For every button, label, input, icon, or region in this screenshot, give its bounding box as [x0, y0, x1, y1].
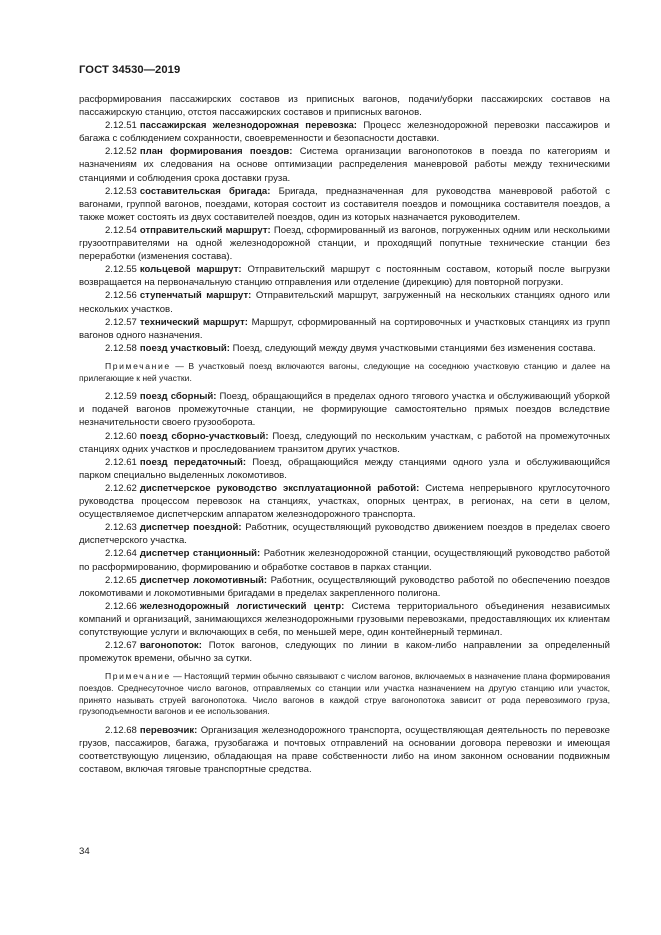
entry-definition: Организация железнодорожного транспорта, осуществляющая деятельность по перевозке грузов, пассажиров, багажа, грузобагажа и почтовых отправлений на основании договора перевозки и имеющая соответствующую лицензию, обладающая на праве собственности либо на ином законном основании подвижным составом, включая тяговые транспортные средства. — [79, 725, 610, 776]
page-number: 34 — [79, 846, 90, 857]
entry-term: диспетчер станционный: — [139, 548, 261, 560]
document-body — [79, 93, 610, 776]
entry-term: пассажирская железнодорожная перевозка: — [139, 120, 357, 132]
entry-number: 2.12.61 — [105, 456, 137, 468]
entry-definition: Поезд, обращающийся в пределах одного тягового участка и обслуживающий уборкой и подачей вагонов промежуточные станции, не формирующие самостоятельно прямых поездов вследствие незначительности своего грузооборота. — [79, 391, 610, 429]
intro-paragraph: расформирования пассажирских составов из приписных вагонов, подачи/уборки пассажирских составов на пассажирскую станцию, отстоя пассажирских составов и приписных вагонов. — [79, 94, 610, 119]
entry-number: 2.12.57 — [105, 316, 137, 328]
entry-term: план формирования поездов: — [139, 146, 293, 158]
entry-number: 2.12.65 — [105, 574, 137, 586]
entries-block-2 — [79, 390, 610, 665]
note-1 — [79, 361, 610, 384]
entry-term: ступенчатый маршрут: — [139, 290, 252, 302]
entry-number: 2.12.68 — [105, 725, 137, 737]
term-entry-2-12-63 — [79, 521, 610, 547]
entry-term: технический маршрут: — [139, 316, 248, 328]
term-entry-2-12-51 — [79, 119, 610, 145]
entry-definition: Отправительский маршрут, загруженный на нескольких станциях одного или нескольких участков. — [79, 290, 610, 315]
entry-definition: Поезд, обращающийся между станциями одного узла и обслуживающийся парком специально выделенных локомотивов. — [79, 456, 610, 481]
note-label: Примечание — [105, 360, 171, 371]
entry-number: 2.12.54 — [105, 224, 137, 236]
term-entry-2-12-64 — [79, 547, 610, 573]
entry-term: диспетчерское руководство эксплуатационной работой: — [139, 482, 420, 494]
entry-number: 2.12.56 — [105, 290, 137, 302]
entry-number: 2.12.67 — [105, 640, 137, 652]
entry-term: вагонопоток: — [139, 640, 202, 652]
entry-number: 2.12.64 — [105, 548, 137, 560]
entry-term: кольцевой маршрут: — [139, 264, 242, 276]
entry-definition: Поток вагонов, следующих по линии в каком-либо направлении за определенный промежуток времени, обычно за сутки. — [79, 640, 610, 665]
entry-definition: Поезд, следующий по нескольким участкам, с работой на промежуточных станциях одних участков и проследованием транзитом других участков. — [79, 430, 610, 455]
entry-number: 2.12.60 — [105, 430, 137, 442]
term-entry-2-12-59 — [79, 390, 610, 429]
entry-definition: Маршрут, сформированный на сортировочных и участковых станциях из групп вагонов одного назначения. — [79, 316, 610, 341]
entry-number: 2.12.55 — [105, 264, 137, 276]
entry-definition: Поезд, сформированный из вагонов, погруженных одним или несколькими грузоотправителями на одной железнодорожной станции, и проходящий попутные технические станции без переработки (изменения состава). — [79, 224, 610, 263]
entry-number: 2.12.53 — [105, 185, 137, 197]
term-entry-2-12-52 — [79, 145, 610, 184]
note-text: — В участковый поезд включаются вагоны, следующие на соседнюю участковую станцию и далее на прилегающие к ней участки. — [79, 360, 610, 383]
entry-number: 2.12.59 — [105, 391, 137, 403]
entry-term: отправительский маршрут: — [139, 224, 271, 236]
term-entry-2-12-62 — [79, 482, 610, 521]
entry-definition: Поезд, следующий между двумя участковыми станциями без изменения состава. — [229, 342, 596, 354]
entries-block-1 — [79, 119, 610, 355]
entry-term: поезд сборно-участковый: — [139, 430, 269, 442]
entry-term: железнодорожный логистический центр: — [139, 600, 345, 612]
term-entry-2-12-66 — [79, 600, 610, 639]
entry-term: поезд участковый: — [139, 342, 230, 354]
document-header: ГОСТ 34530—2019 — [79, 64, 181, 76]
entry-number: 2.12.66 — [105, 600, 137, 612]
note-label: Примечание — [105, 671, 171, 682]
entry-term: поезд передаточный: — [139, 456, 247, 468]
term-entry-2-12-61 — [79, 456, 610, 482]
entry-term: перевозчик: — [139, 725, 198, 737]
entry-term: диспетчер поездной: — [139, 522, 242, 534]
entry-definition: Процесс железнодорожной перевозки пассажиров и багажа с соблюдением сохранности, своевременности и безопасности доставки. — [79, 120, 610, 145]
entry-definition: Бригада, предназначенная для руководства маневровой работой с вагонами, группой вагонов, поездами, которая состоит из составителя поездов и помощника составителя поездов, а также может состоять из двух составителей поездов, один из которых назначается руководителем. — [79, 185, 610, 223]
term-entry-2-12-68 — [79, 724, 610, 776]
term-entry-2-12-60 — [79, 430, 610, 456]
term-entry-2-12-57 — [79, 316, 610, 342]
entry-definition: Система территориального объединения независимых компаний и организаций, занимающихся железнодорожными грузовыми перевозками, предоставляющих их клиентам сопутствующие услуги и включающих в себя, по меньшей мере, один контейнерный терминал. — [79, 600, 610, 638]
term-entry-2-12-67 — [79, 639, 610, 665]
entry-number: 2.12.62 — [105, 482, 137, 494]
entry-definition: Система организации вагонопотоков в поезда по категориям и назначениям их следования на основе оптимизации распределения маневровой работы между техническими станциями и соблюдения срока доставки груза. — [79, 146, 610, 184]
entries-block-3 — [79, 724, 610, 776]
note-2 — [79, 671, 610, 718]
entry-definition: Работник, осуществляющий руководство движением поездов в пределах своего диспетчерского участка. — [79, 522, 610, 547]
term-entry-2-12-58 — [79, 342, 610, 355]
entry-definition: Работник железнодорожной станции, осуществляющий руководство работой по расформированию, формированию и обработке составов в парках станции. — [79, 548, 610, 573]
entry-definition: Работник, осуществляющий руководство работой по обеспечению поездов локомотивами и локомотивными бригадами в пределах закрепленного полигона. — [79, 574, 610, 599]
entry-definition: Отправительский маршрут с постоянным составом, который после выгрузки возвращается на первоначальную станцию отправления или отделение (дирекцию) для повторной погрузки. — [79, 264, 610, 289]
entry-number: 2.12.52 — [105, 146, 137, 158]
term-entry-2-12-54 — [79, 224, 610, 263]
term-entry-2-12-65 — [79, 574, 610, 600]
entry-term: диспетчер локомотивный: — [139, 574, 268, 586]
term-entry-2-12-53 — [79, 185, 610, 224]
entry-number: 2.12.51 — [105, 120, 137, 132]
entry-definition: Система непрерывного круглосуточного руководства процессом перевозок на станциях, участках, опорных центрах, в регионах, на сети в целом, осуществляемое диспетчерским аппаратом железнодорожного транспорта. — [79, 482, 610, 521]
term-entry-2-12-55 — [79, 263, 610, 289]
entry-term: составительская бригада: — [139, 185, 271, 197]
note-text: — Настоящий термин обычно связывают с числом вагонов, включаемых в назначение плана формирования поездов. Среднесуточное число вагонов, отправляемых со станции или участка назначением на другую станцию или участок, принято называть струей вагонопотока. Число вагонов в каждой струе вагонопотока зависит от рода перевозимого груза, грузоподъемности вагонов и ее использования. — [79, 671, 610, 717]
term-entry-2-12-56 — [79, 289, 610, 315]
entry-number: 2.12.63 — [105, 522, 137, 534]
entry-number: 2.12.58 — [105, 342, 137, 354]
entry-term: поезд сборный: — [139, 391, 217, 403]
